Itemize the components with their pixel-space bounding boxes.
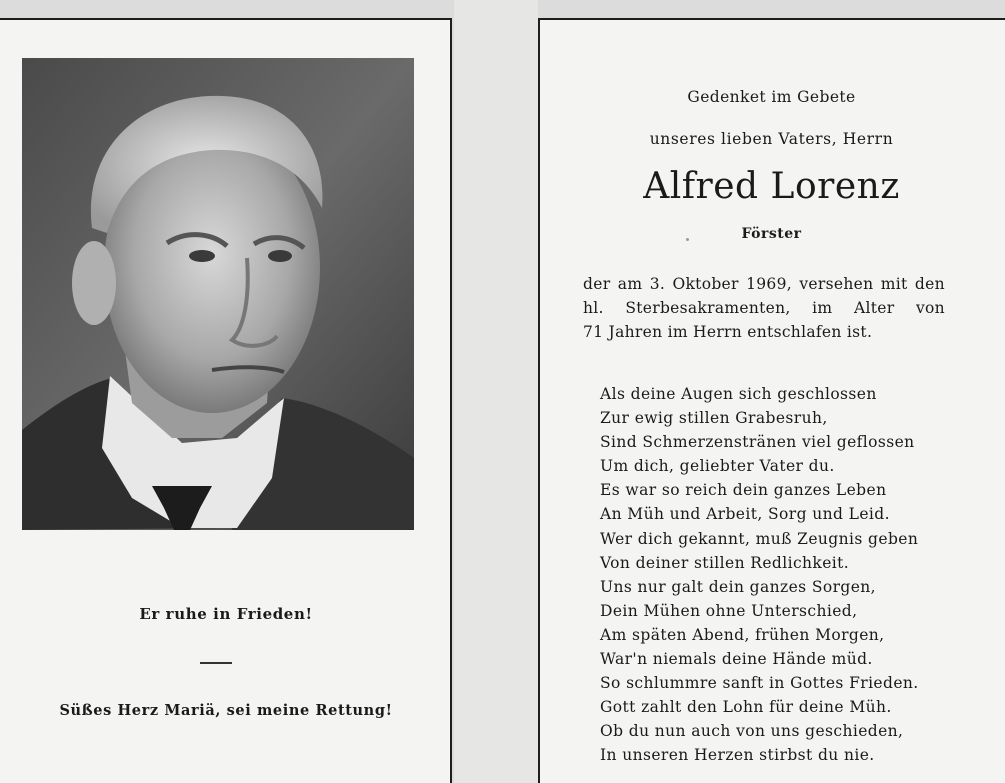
poem-line: In unseren Herzen stirbst du nie. [600, 746, 875, 765]
paragraph-word: Oktober [672, 275, 739, 293]
poem-line: Wer dich gekannt, muß Zeugnis geben [600, 529, 919, 548]
paragraph-word: Sterbesakramenten, [625, 299, 791, 317]
divider [200, 662, 232, 664]
poem-line: Gott zahlt den Lohn für deine Müh. [600, 698, 892, 717]
intro-line-2: unseres lieben Vaters, Herrn [649, 130, 894, 148]
paragraph-word: 3. [649, 275, 666, 293]
paragraph-line [583, 296, 945, 320]
poem-line: Ob du nun auch von uns geschieden, [600, 722, 904, 741]
poem-line: Es war so reich dein ganzes Leben [600, 481, 887, 500]
paragraph-word: versehen [799, 275, 874, 293]
poem-line: Von deiner stillen Redlichkeit. [600, 553, 850, 572]
poem-line: Als deine Augen sich geschlossen [600, 385, 877, 403]
poem-line: Zur ewig stillen Grabesruh, [600, 409, 828, 428]
paragraph-word: von [915, 299, 945, 317]
paragraph-word: den [914, 275, 945, 293]
portrait-photo [22, 58, 414, 530]
paragraph-line [583, 320, 945, 344]
poem-line: Dein Mühen ohne Unterschied, [600, 601, 858, 620]
paragraph-word: mit [880, 275, 908, 293]
paragraph-line-text: 71 Jahren im Herrn entschlafen ist. [583, 323, 873, 341]
paragraph-word: der [583, 275, 611, 293]
poem-line: Am späten Abend, frühen Morgen, [600, 625, 885, 644]
poem-line: Sind Schmerzenstränen viel geflossen [600, 433, 915, 452]
poem-line: So schlummre sanft in Gottes Frieden. [600, 674, 919, 693]
poem-line: War'n niemals deine Hände müd. [600, 650, 873, 669]
paragraph-word: hl. [583, 299, 604, 317]
death-notice-paragraph [583, 272, 945, 344]
paragraph-word: im [812, 299, 833, 317]
paragraph-word: am [617, 275, 643, 293]
poem-line: Um dich, geliebter Vater du. [600, 457, 835, 476]
intro-line-1: Gedenket im Gebete [687, 88, 856, 106]
paragraph-word: Alter [853, 299, 895, 317]
paragraph-word: 1969, [746, 275, 792, 293]
occupation: Förster [741, 226, 802, 242]
paragraph-line [583, 272, 945, 296]
deceased-name: Alfred Lorenz [643, 166, 900, 207]
prayer-text: Süßes Herz Mariä, sei meine Rettung! [59, 702, 393, 719]
poem-line: Uns nur galt dein ganzes Sorgen, [600, 577, 876, 596]
card-gutter [454, 0, 538, 783]
rest-in-peace-text: Er ruhe in Frieden! [139, 605, 313, 623]
portrait-icon [22, 58, 414, 530]
poem-line: An Müh und Arbeit, Sorg und Leid. [600, 505, 890, 524]
speck [686, 238, 689, 241]
memorial-poem [600, 382, 1000, 768]
